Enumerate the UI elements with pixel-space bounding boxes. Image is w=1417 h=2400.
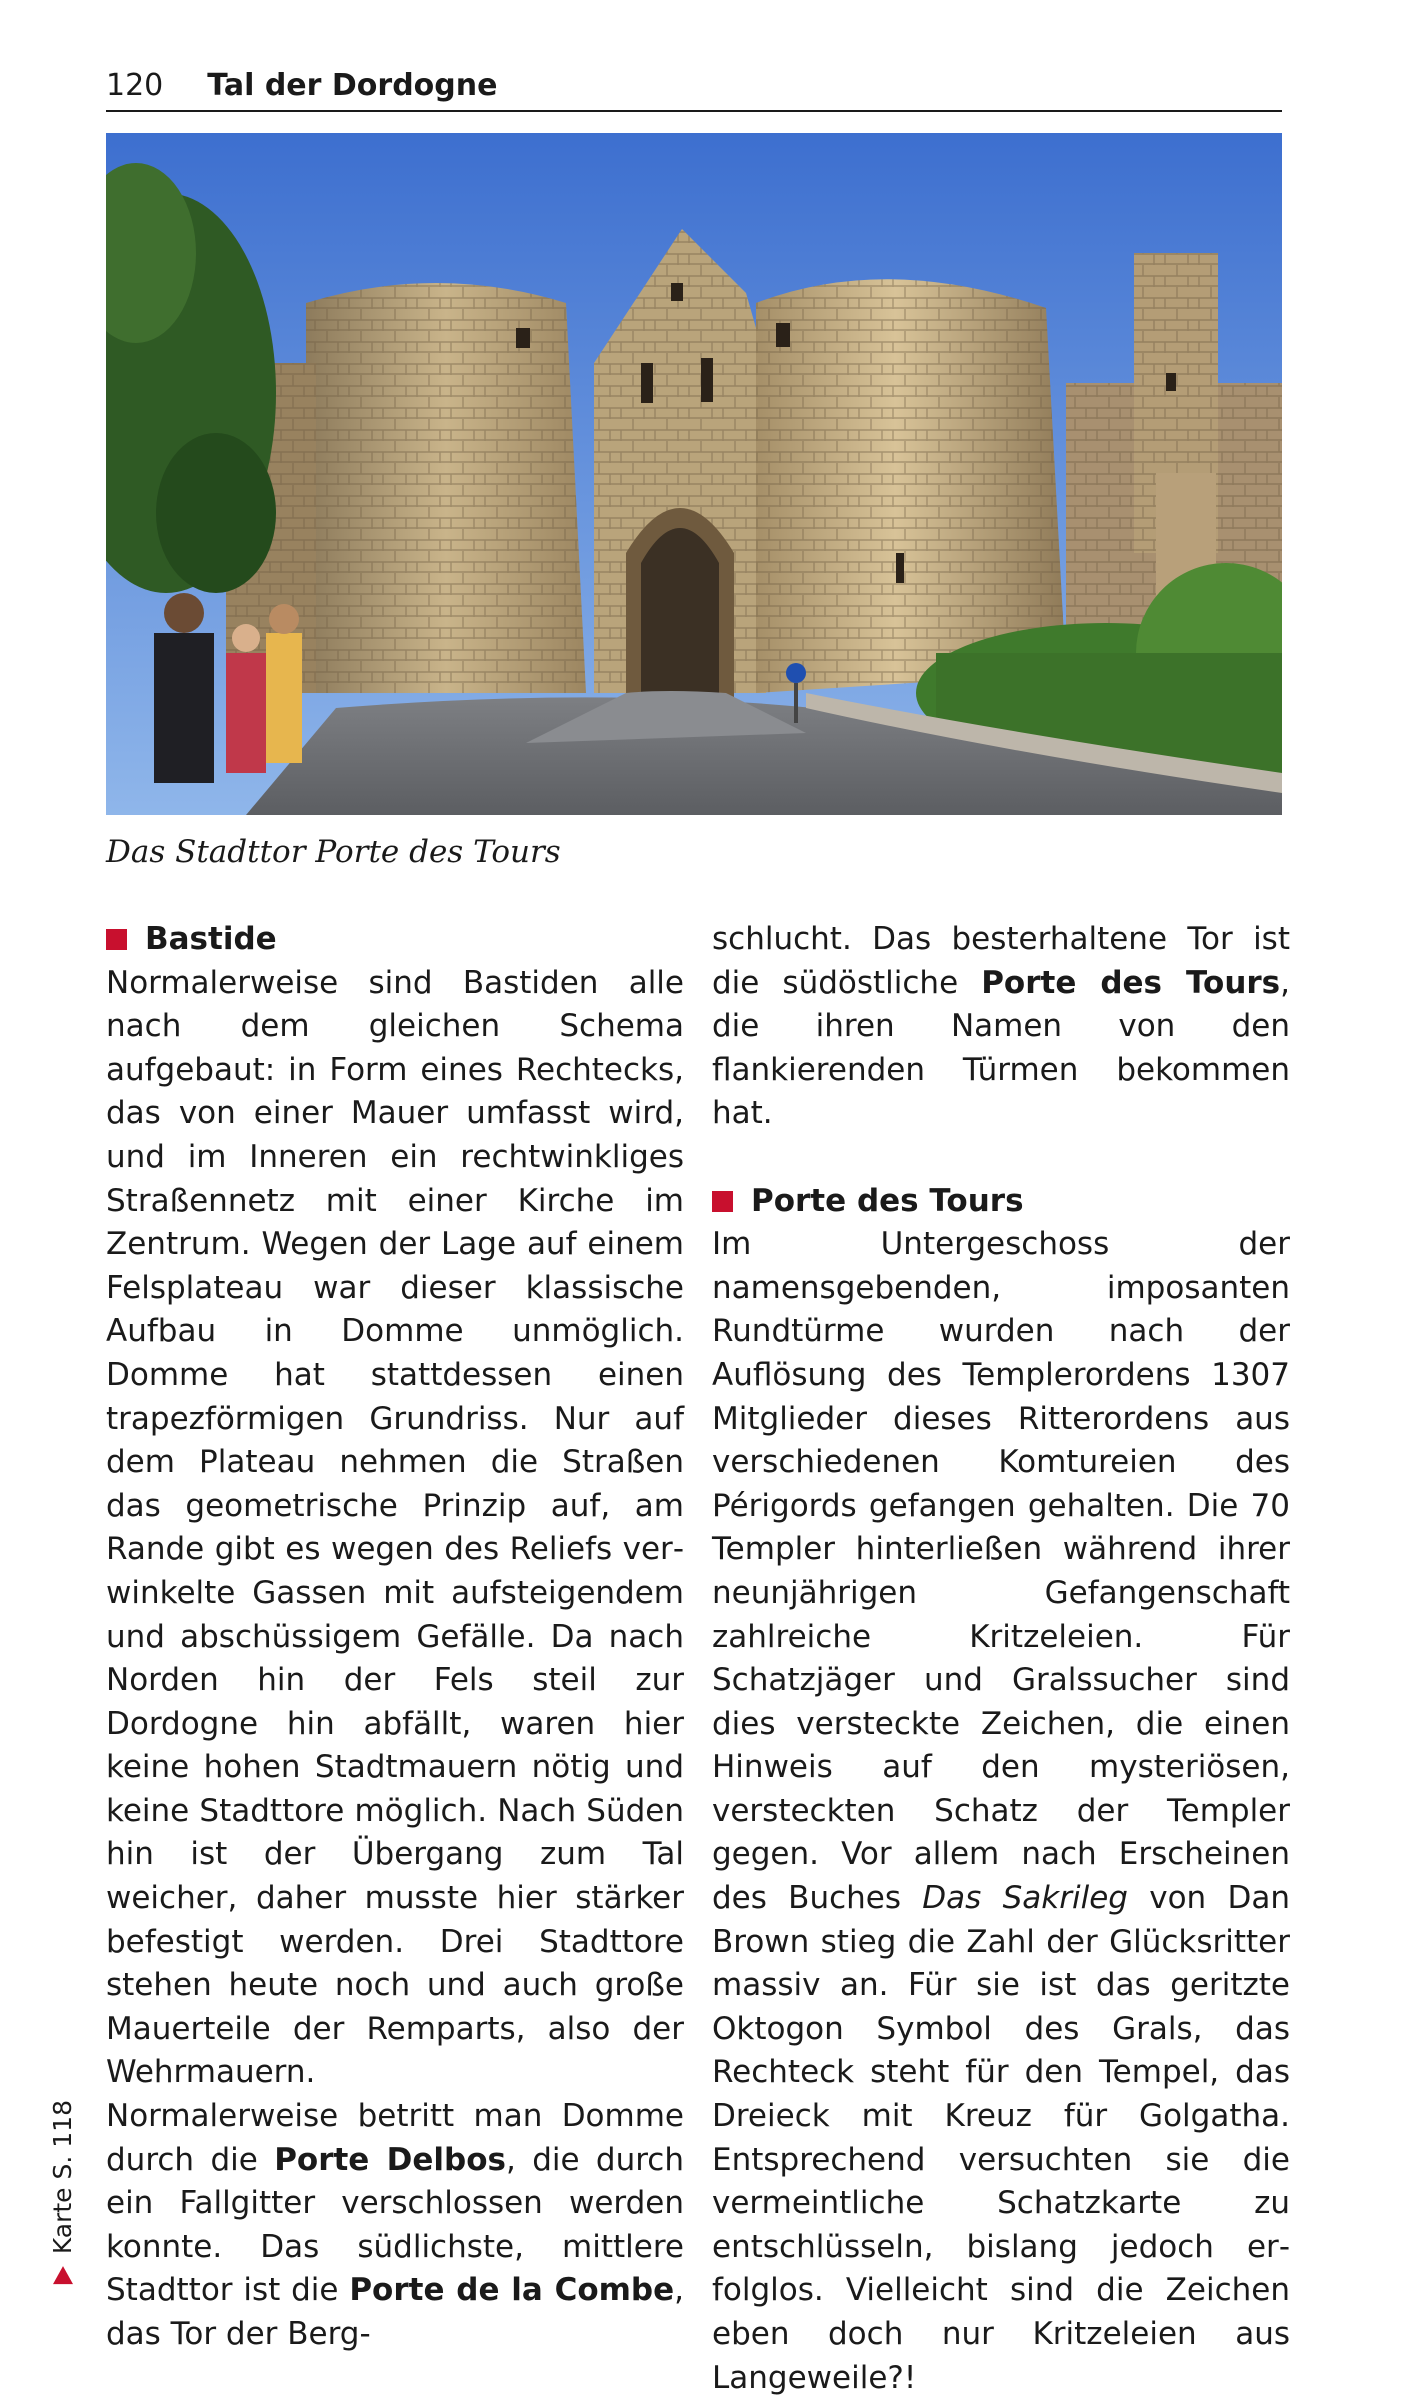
bold-term: Porte de la Combe <box>349 2272 675 2309</box>
paragraph: Normalerweise sind Bastiden alle nach dem gleichen Schema aufgebaut: in Form eines Rechtecks, das von einer Mauer umfasst wird, und im Inneren ein rechtwinkliges Straßennetz mit einer Kirche im Zentrum. Wegen der Lage auf einem Felsplateau war dieser klassische Aufbau in Domme unmöglich. Domme hat stattdessen einen trapezförmigen Grundriss. Nur auf dem Plateau nehmen die Straßen das geometrische Prinzip auf, am Rande gibt es wegen des Reliefs verwinkelte Gassen mit aufsteigendem und abschüssigem Gefälle. Da nach Norden hin der Fels steil zur Dordogne hin abfällt, waren hier keine hohen Stadtmauern nötig und keine Stadttore möglich. Nach Süden hin ist der Übergang zum Tal weicher, daher musste hier stärker befestigt werden. Drei Stadttore stehen heute noch und auch große Mauerteile der Remparts, also der Wehrmauern. <box>106 964 684 2091</box>
red-triangle-icon <box>53 2266 73 2284</box>
section-heading-bastide <box>106 918 684 962</box>
map-reference <box>46 2100 86 2300</box>
bold-term: Porte Delbos <box>274 2141 506 2178</box>
section-heading-porte-des-tours <box>712 1180 1290 1224</box>
page-number: 120 <box>106 68 164 103</box>
red-square-bullet-icon <box>712 1191 733 1212</box>
heading-text: Bastide <box>145 921 277 957</box>
chapter-title: Tal der Dordogne <box>207 68 498 103</box>
text-run: , die ihren Namen von den flankierenden Türmen bekommen hat. <box>712 964 1290 1132</box>
italic-book-title: Das Sakrileg <box>922 1880 1128 1917</box>
text-run: , das Tor der Berg- <box>106 2272 684 2352</box>
photo-caption: Das Stadttor Porte des Tours <box>106 834 561 870</box>
text-run: von Dan Brown stieg die Zahl der Glücksritter massiv an. Für sie ist das geritzte Oktogon Symbol des Grals, das Rechteck steht für den Tempel, das Dreieck mit Kreuz für Golgatha. Entsprechend versuchten sie die vermeintliche Schatzkarte zu entschlüsseln, bislang jedoch erfolglos. Vielleicht sind die Zeichen eben doch nur Kritzeleien aus Langeweile?! <box>712 1880 1290 2396</box>
heading-text: Porte des Tours <box>751 1182 1024 1219</box>
paragraph <box>712 918 1290 1136</box>
bold-term: Porte des Tours <box>981 964 1281 1001</box>
gate-illustration <box>106 133 1282 815</box>
text-run: schlucht. Das besterhaltene Tor ist die südöstliche <box>712 921 1290 1001</box>
paragraph-gap <box>712 1136 1290 1180</box>
left-column <box>106 918 684 2357</box>
paragraph <box>106 2095 684 2357</box>
map-reference-text: Karte S. 118 <box>48 2100 77 2255</box>
text-run: , die durch ein Fallgitter verschlossen werden konnte. Das südlichste, mittlere Stadttor ist die <box>106 2141 684 2309</box>
text-run: Im Untergeschoss der namensgebenden, imposanten Rundtürme wurden nach der Auflösung des Templerordens 1307 Mitglieder dieses Ritterordens aus verschiedenen Komtureien des Périgords gefangen gehalten. Die 70 Templer hinterließen während ihrer neunjährigen Gefangenschaft zahlreiche Kritzeleien. Für Schatzjäger und Gralssucher sind dies versteckte Zeichen, die einen Hinweis auf den mysteriösen, versteckten Schatz der Templer gegen. Vor allem nach Erscheinen des Buches <box>712 1226 1290 1917</box>
paragraph <box>712 1223 1290 2400</box>
red-square-bullet-icon <box>106 929 127 950</box>
photo-porte-des-tours <box>106 133 1282 815</box>
right-column <box>712 918 1290 2400</box>
text-run: Normalerweise betritt man Domme durch die <box>106 2098 684 2178</box>
running-header <box>106 68 1282 112</box>
